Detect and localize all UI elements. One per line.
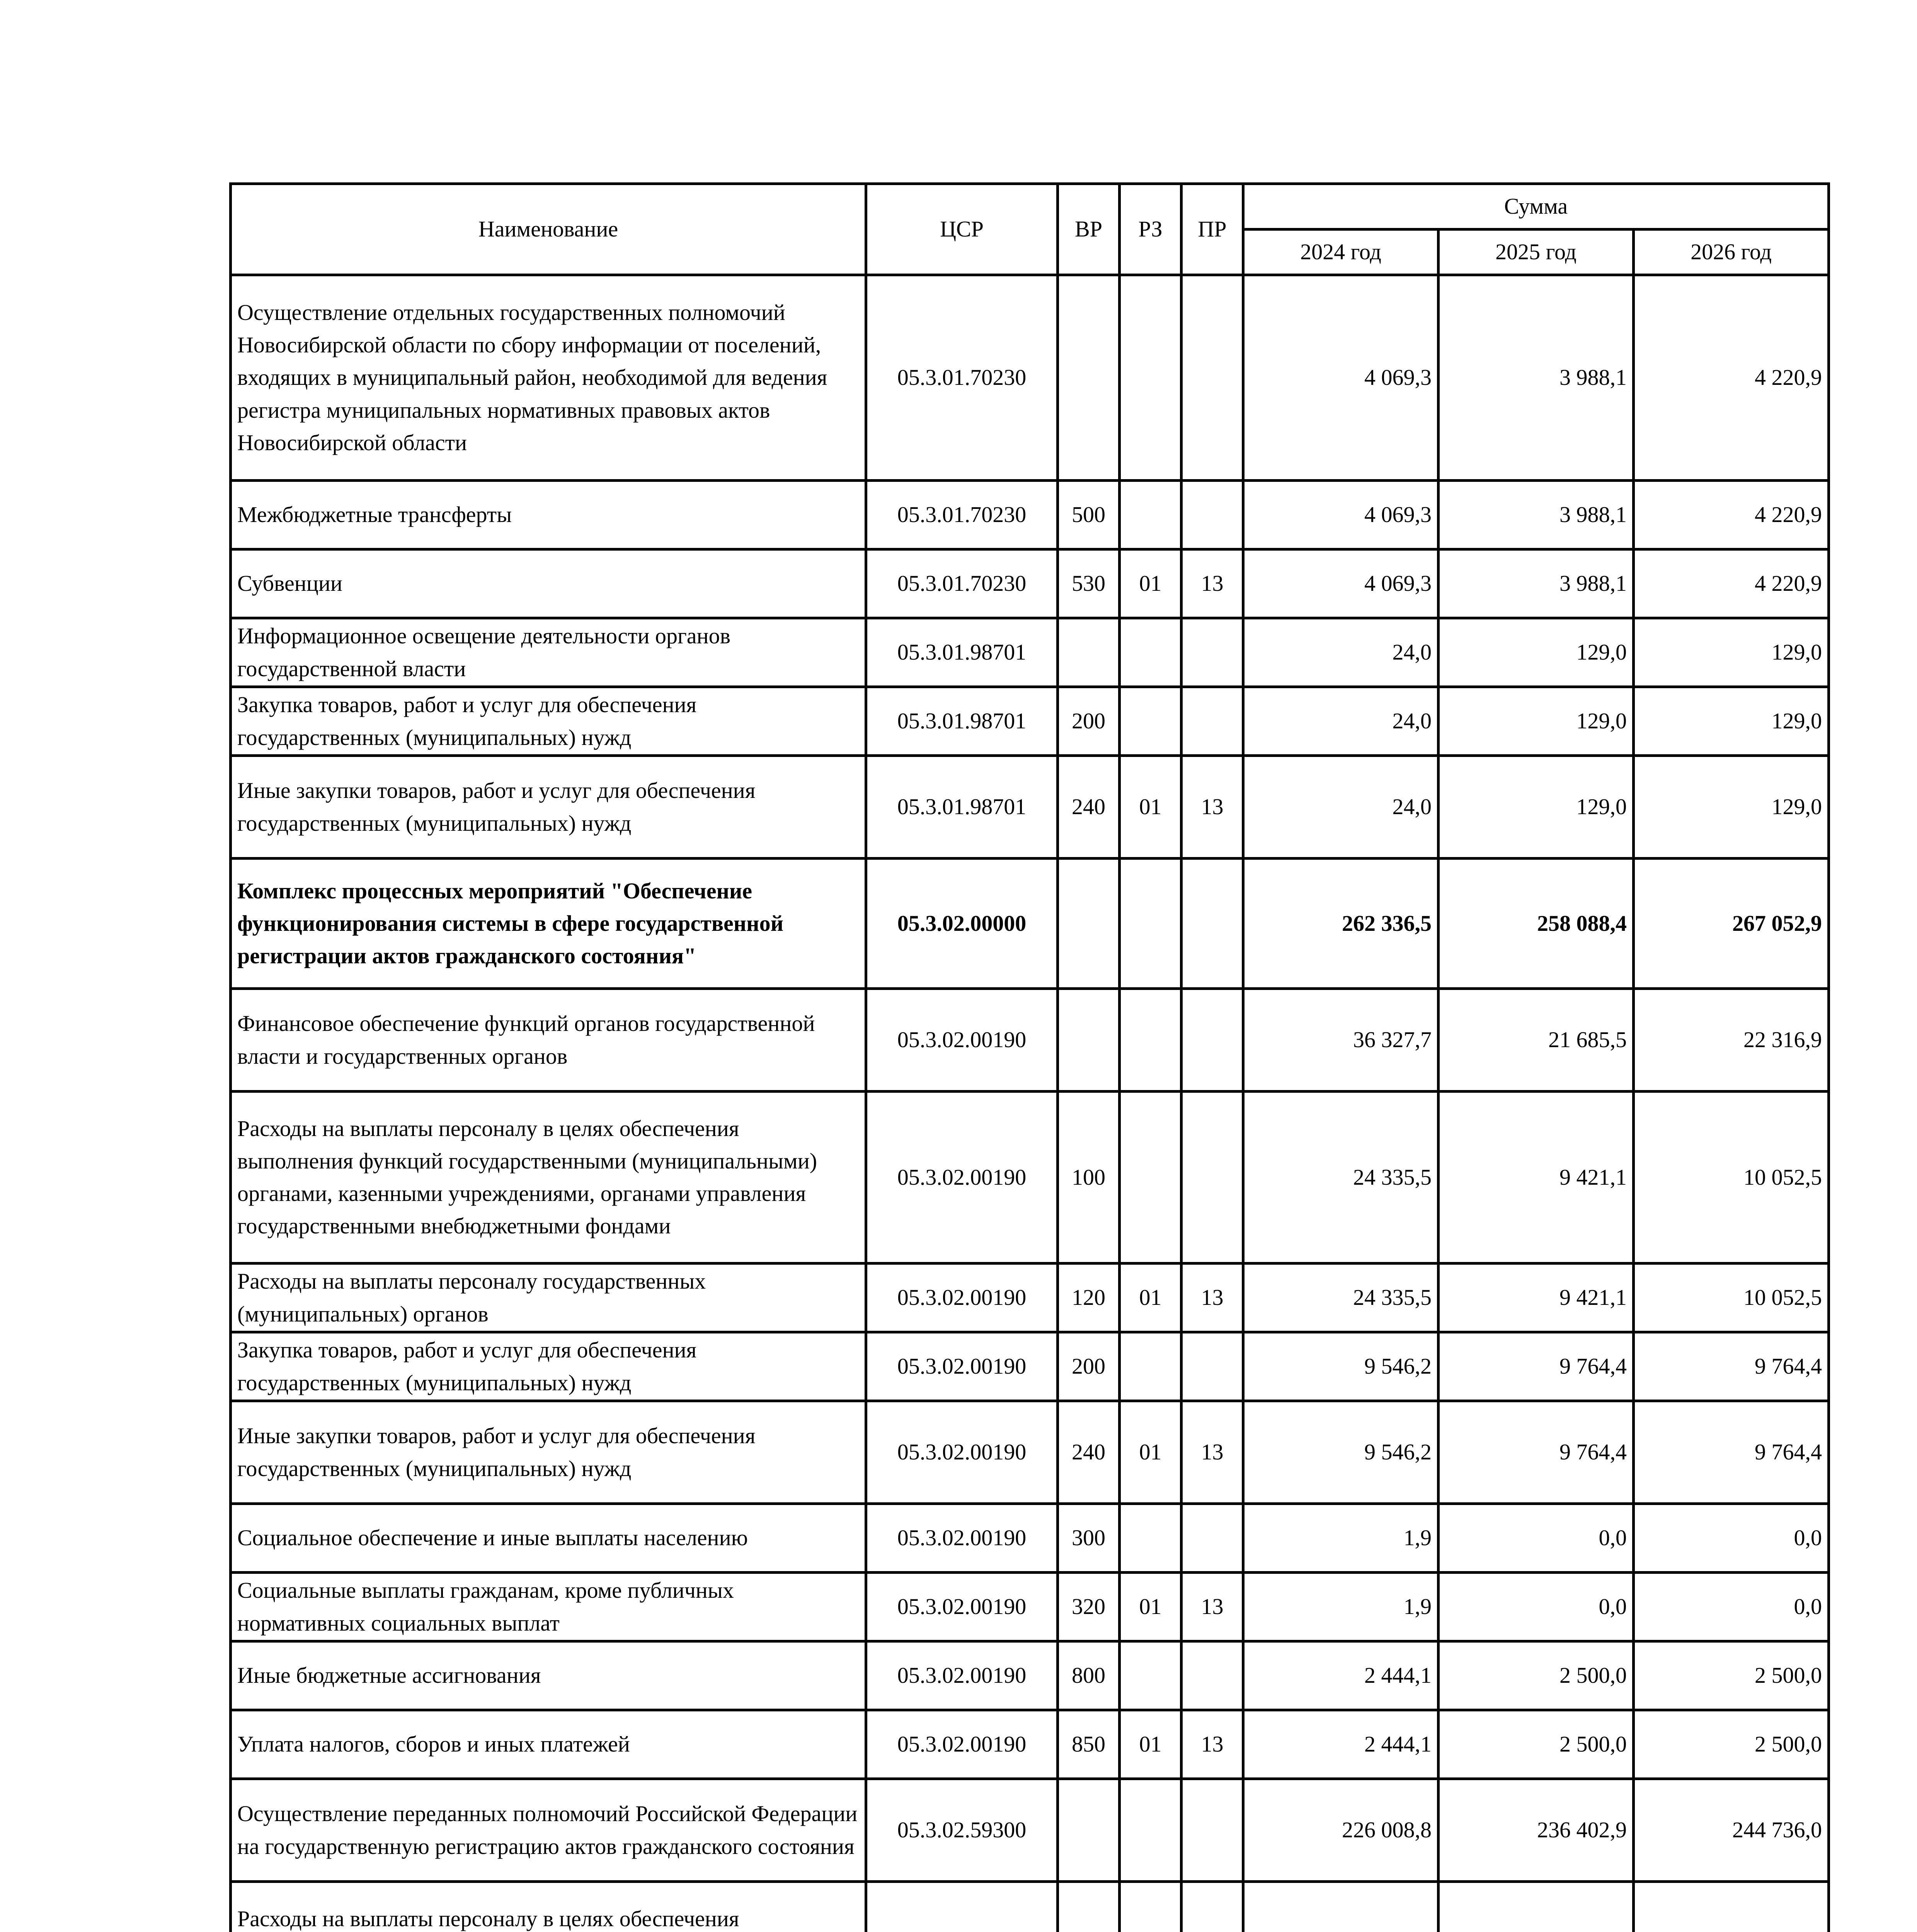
cell-sum-2026: 267 052,9 (1634, 859, 1829, 989)
cell-sum-2026: 22 316,9 (1634, 989, 1829, 1092)
header-vr: ВР (1058, 184, 1120, 275)
cell-vr: 120 (1058, 1264, 1120, 1332)
cell-sum-2025: 21 685,5 (1439, 989, 1634, 1092)
cell-vr: 530 (1058, 549, 1120, 618)
cell-sum-2024: 24,0 (1243, 756, 1439, 859)
cell-vr: 800 (1058, 1641, 1120, 1710)
cell-name: Расходы на выплаты персоналу в целях обеспечения выполнения функций государственными (муниципальными) органами, казенными учреждениями, органами управления государственными внебюджетными фондами (231, 1092, 866, 1264)
header-year-2024: 2024 год (1243, 230, 1439, 275)
cell-pr (1182, 481, 1243, 549)
cell-pr (1182, 618, 1243, 687)
cell-name: Иные бюджетные ассигнования (231, 1641, 866, 1710)
table-row (231, 481, 1829, 549)
cell-pr (1182, 275, 1243, 481)
table-row (231, 687, 1829, 756)
cell-sum-2025: 2 500,0 (1439, 1641, 1634, 1710)
cell-rz (1120, 989, 1182, 1092)
cell-sum-2026: 4 220,9 (1634, 481, 1829, 549)
cell-csr: 05.3.01.70230 (866, 549, 1058, 618)
cell-vr: 850 (1058, 1710, 1120, 1779)
cell-sum-2026: 10 052,5 (1634, 1092, 1829, 1264)
cell-sum-2024: 226 008,8 (1243, 1779, 1439, 1882)
cell-sum-2025: 3 988,1 (1439, 481, 1634, 549)
cell-sum-2026: 244 736,0 (1634, 1779, 1829, 1882)
cell-csr: 05.3.02.00190 (866, 1573, 1058, 1641)
cell-sum-2024: 262 336,5 (1243, 859, 1439, 989)
cell-sum-2024: 4 069,3 (1243, 549, 1439, 618)
cell-csr: 05.3.01.98701 (866, 756, 1058, 859)
cell-vr: 240 (1058, 1401, 1120, 1504)
cell-pr: 13 (1182, 549, 1243, 618)
cell-name: Расходы на выплаты персоналу в целях обеспечения (231, 1882, 866, 1932)
header-year-2026: 2026 год (1634, 230, 1829, 275)
cell-csr: 05.3.01.98701 (866, 618, 1058, 687)
cell-sum-2025: 236 402,9 (1439, 1779, 1634, 1882)
cell-pr (1182, 989, 1243, 1092)
cell-vr: 100 (1058, 1092, 1120, 1264)
budget-table (229, 182, 1830, 1932)
table-row (231, 618, 1829, 687)
cell-sum-2026: 4 220,9 (1634, 275, 1829, 481)
cell-rz: 01 (1120, 549, 1182, 618)
cell-name: Социальное обеспечение и иные выплаты населению (231, 1504, 866, 1573)
cell-name: Комплекс процессных мероприятий "Обеспечение функционирования системы в сфере государственной регистрации актов гражданского состояния" (231, 859, 866, 989)
cell-pr (1182, 687, 1243, 756)
cell-sum-2025: 9 764,4 (1439, 1332, 1634, 1401)
cell-name: Иные закупки товаров, работ и услуг для обеспечения государственных (муниципальных) нужд (231, 756, 866, 859)
cell-sum-2024: 2 444,1 (1243, 1710, 1439, 1779)
cell-rz (1120, 618, 1182, 687)
header-year-2025: 2025 год (1439, 230, 1634, 275)
cell-pr: 13 (1182, 756, 1243, 859)
cell-csr: 05.3.02.00190 (866, 1641, 1058, 1710)
cell-vr: 300 (1058, 1504, 1120, 1573)
cell-rz (1120, 1504, 1182, 1573)
cell-name: Осуществление переданных полномочий Российской Федерации на государственную регистрацию актов гражданского состояния (231, 1779, 866, 1882)
cell-csr: 05.3.02.00190 (866, 1264, 1058, 1332)
cell-sum-2026 (1634, 1882, 1829, 1932)
cell-name: Иные закупки товаров, работ и услуг для обеспечения государственных (муниципальных) нужд (231, 1401, 866, 1504)
cell-rz (1120, 1882, 1182, 1932)
cell-pr (1182, 1779, 1243, 1882)
table-row (231, 1573, 1829, 1641)
cell-name: Уплата налогов, сборов и иных платежей (231, 1710, 866, 1779)
header-pr: ПР (1182, 184, 1243, 275)
cell-csr (866, 1882, 1058, 1932)
cell-csr: 05.3.02.00190 (866, 1504, 1058, 1573)
header-rz: РЗ (1120, 184, 1182, 275)
cell-sum-2025: 129,0 (1439, 618, 1634, 687)
cell-sum-2026: 0,0 (1634, 1504, 1829, 1573)
cell-name: Информационное освещение деятельности органов государственной власти (231, 618, 866, 687)
cell-pr (1182, 1332, 1243, 1401)
cell-vr: 200 (1058, 1332, 1120, 1401)
cell-vr: 320 (1058, 1573, 1120, 1641)
cell-name: Закупка товаров, работ и услуг для обеспечения государственных (муниципальных) нужд (231, 1332, 866, 1401)
table-row (231, 1779, 1829, 1882)
cell-sum-2026: 129,0 (1634, 756, 1829, 859)
cell-sum-2025: 129,0 (1439, 687, 1634, 756)
cell-sum-2026: 2 500,0 (1634, 1641, 1829, 1710)
cell-sum-2026: 2 500,0 (1634, 1710, 1829, 1779)
cell-csr: 05.3.02.00190 (866, 1401, 1058, 1504)
cell-csr: 05.3.02.00190 (866, 1332, 1058, 1401)
cell-sum-2025: 3 988,1 (1439, 549, 1634, 618)
cell-csr: 05.3.02.00000 (866, 859, 1058, 989)
cell-vr (1058, 1882, 1120, 1932)
header-csr: ЦСР (866, 184, 1058, 275)
cell-sum-2024 (1243, 1882, 1439, 1932)
table-row (231, 275, 1829, 481)
cell-sum-2025: 9 421,1 (1439, 1092, 1634, 1264)
cell-pr (1182, 1641, 1243, 1710)
cell-pr (1182, 859, 1243, 989)
cell-name: Расходы на выплаты персоналу государственных (муниципальных) органов (231, 1264, 866, 1332)
cell-rz: 01 (1120, 1264, 1182, 1332)
cell-pr (1182, 1882, 1243, 1932)
cell-csr: 05.3.01.70230 (866, 275, 1058, 481)
cell-sum-2024: 4 069,3 (1243, 275, 1439, 481)
cell-name: Финансовое обеспечение функций органов государственной власти и государственных органов (231, 989, 866, 1092)
cell-sum-2024: 24 335,5 (1243, 1264, 1439, 1332)
table-row (231, 1332, 1829, 1401)
cell-rz (1120, 1641, 1182, 1710)
cell-sum-2026: 9 764,4 (1634, 1401, 1829, 1504)
cell-vr (1058, 275, 1120, 481)
cell-sum-2026: 9 764,4 (1634, 1332, 1829, 1401)
cell-rz (1120, 481, 1182, 549)
cell-sum-2026: 4 220,9 (1634, 549, 1829, 618)
cell-sum-2024: 1,9 (1243, 1573, 1439, 1641)
cell-vr (1058, 1779, 1120, 1882)
cell-sum-2025: 258 088,4 (1439, 859, 1634, 989)
cell-vr (1058, 859, 1120, 989)
cell-pr (1182, 1092, 1243, 1264)
cell-csr: 05.3.02.00190 (866, 1092, 1058, 1264)
cell-pr (1182, 1504, 1243, 1573)
table-header (231, 184, 1829, 275)
cell-csr: 05.3.02.00190 (866, 1710, 1058, 1779)
cell-sum-2024: 24,0 (1243, 618, 1439, 687)
table-row (231, 1641, 1829, 1710)
cell-vr: 200 (1058, 687, 1120, 756)
cell-sum-2025: 3 988,1 (1439, 275, 1634, 481)
cell-sum-2025: 9 764,4 (1439, 1401, 1634, 1504)
table-row (231, 1264, 1829, 1332)
cell-sum-2024: 9 546,2 (1243, 1332, 1439, 1401)
table-row (231, 756, 1829, 859)
cell-sum-2025: 2 500,0 (1439, 1710, 1634, 1779)
cell-sum-2024: 2 444,1 (1243, 1641, 1439, 1710)
cell-vr (1058, 618, 1120, 687)
cell-sum-2025: 0,0 (1439, 1573, 1634, 1641)
cell-rz (1120, 1092, 1182, 1264)
table-row (231, 1710, 1829, 1779)
cell-pr: 13 (1182, 1401, 1243, 1504)
cell-pr: 13 (1182, 1710, 1243, 1779)
table-row (231, 859, 1829, 989)
cell-rz: 01 (1120, 1573, 1182, 1641)
cell-sum-2024: 4 069,3 (1243, 481, 1439, 549)
table-row (231, 1882, 1829, 1932)
cell-pr: 13 (1182, 1573, 1243, 1641)
cell-sum-2026: 0,0 (1634, 1573, 1829, 1641)
cell-sum-2024: 24 335,5 (1243, 1092, 1439, 1264)
cell-csr: 05.3.02.00190 (866, 989, 1058, 1092)
cell-rz (1120, 275, 1182, 481)
cell-rz (1120, 1332, 1182, 1401)
cell-sum-2024: 9 546,2 (1243, 1401, 1439, 1504)
cell-name: Субвенции (231, 549, 866, 618)
cell-name: Межбюджетные трансферты (231, 481, 866, 549)
cell-vr: 500 (1058, 481, 1120, 549)
cell-sum-2025: 129,0 (1439, 756, 1634, 859)
cell-name: Социальные выплаты гражданам, кроме публичных нормативных социальных выплат (231, 1573, 866, 1641)
cell-csr: 05.3.02.59300 (866, 1779, 1058, 1882)
cell-sum-2025 (1439, 1882, 1634, 1932)
cell-csr: 05.3.01.70230 (866, 481, 1058, 549)
header-name: Наименование (231, 184, 866, 275)
table-row (231, 1504, 1829, 1573)
cell-name: Закупка товаров, работ и услуг для обеспечения государственных (муниципальных) нужд (231, 687, 866, 756)
table-row (231, 1092, 1829, 1264)
cell-sum-2024: 1,9 (1243, 1504, 1439, 1573)
table-row (231, 1401, 1829, 1504)
cell-csr: 05.3.01.98701 (866, 687, 1058, 756)
cell-sum-2026: 10 052,5 (1634, 1264, 1829, 1332)
cell-vr: 240 (1058, 756, 1120, 859)
cell-vr (1058, 989, 1120, 1092)
cell-rz: 01 (1120, 756, 1182, 859)
cell-sum-2024: 36 327,7 (1243, 989, 1439, 1092)
cell-pr: 13 (1182, 1264, 1243, 1332)
table-row (231, 989, 1829, 1092)
header-sum: Сумма (1243, 184, 1829, 230)
table-row (231, 549, 1829, 618)
cell-sum-2026: 129,0 (1634, 618, 1829, 687)
cell-sum-2024: 24,0 (1243, 687, 1439, 756)
cell-rz (1120, 859, 1182, 989)
cell-sum-2025: 9 421,1 (1439, 1264, 1634, 1332)
cell-sum-2025: 0,0 (1439, 1504, 1634, 1573)
cell-rz (1120, 687, 1182, 756)
cell-name: Осуществление отдельных государственных полномочий Новосибирской области по сбору информации от поселений, входящих в муниципальный район, необходимой для ведения регистра муниципальных нормативных правовых актов Новосибирской области (231, 275, 866, 481)
cell-rz: 01 (1120, 1401, 1182, 1504)
table-body (231, 275, 1829, 1932)
cell-rz: 01 (1120, 1710, 1182, 1779)
cell-sum-2026: 129,0 (1634, 687, 1829, 756)
cell-rz (1120, 1779, 1182, 1882)
